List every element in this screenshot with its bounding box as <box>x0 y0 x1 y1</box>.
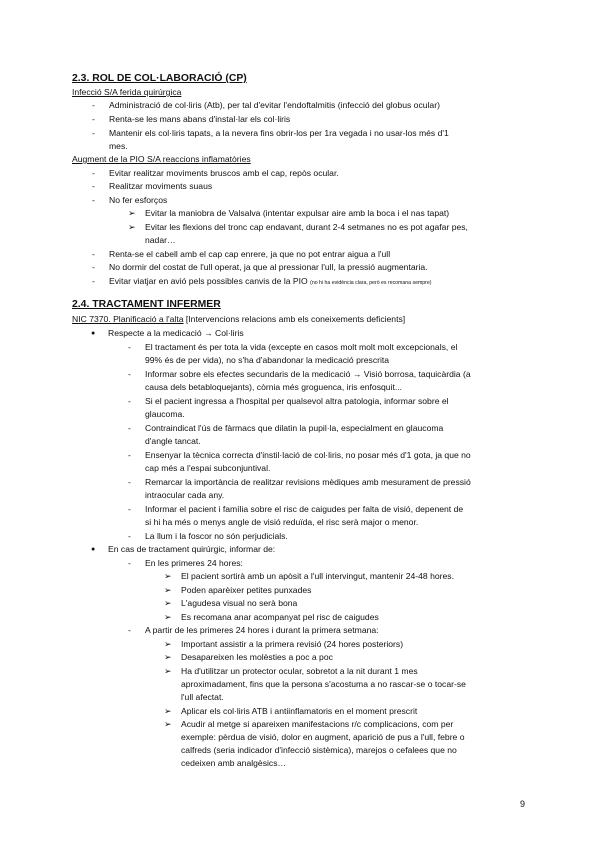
arrow-bullet-icon: ➢ <box>164 652 172 662</box>
section-2-4-title: 2.4. TRACTAMENT INFERMER <box>72 299 221 310</box>
list-item: Contraindicat l'ús de fàrmacs que dilatin la pupil·la, especialment en glaucoma <box>145 423 444 433</box>
arrow-bullet-icon: ➢ <box>164 639 172 649</box>
list-item: El tractament és per tota la vida (excepte en casos molt molt molt excepcionals, el <box>145 342 458 352</box>
arrow-bullet-icon: ➢ <box>164 719 172 729</box>
nic-description: [Intervencions relacions amb els coneixements deficients] <box>183 314 406 324</box>
sub-list-item-continuation: calfreds (seria indicador d'infecció sistèmica), marejos o cefalees que no <box>181 745 457 755</box>
sub-list-item: Important assistir a la primera revisió (24 hores posteriors) <box>181 639 404 649</box>
dash-bullet: - <box>128 423 131 433</box>
dash-bullet: - <box>92 168 95 178</box>
dash-bullet: - <box>128 396 131 406</box>
sub-list-item-continuation: aproximadament, fins que la persona s'acostuma a no rascar-se o tocar-se <box>181 679 466 689</box>
small-note: (no hi ha evidència clara, però es recomana sempre) <box>310 280 432 286</box>
arrow-bullet-icon: ➢ <box>128 208 136 218</box>
list-item: No dormir del costat de l'ull operat, ja que al pressionar l'ull, la pressió augmentaria. <box>109 262 428 272</box>
list-item-text: Evitar viatjar en avió pels possibles canvis de la PIO <box>109 276 308 286</box>
dash-bullet: - <box>92 100 95 110</box>
list-item: Realitzar moviments suaus <box>109 181 213 191</box>
dash-bullet: - <box>128 625 131 635</box>
list-item: A partir de les primeres 24 hores i durant la primera setmana: <box>145 625 379 635</box>
dash-bullet: - <box>128 342 131 352</box>
list-item: Renta-se les mans abans d'instal·lar els col·liris <box>109 114 291 124</box>
dash-bullet: - <box>128 558 131 568</box>
sub-list-item: Poden aparèixer petites punxades <box>181 585 312 595</box>
list-item: Si el pacient ingressa a l'hospital per qualsevol altra patologia, informar sobre el <box>145 396 449 406</box>
arrow-bullet-icon: ➢ <box>164 612 172 622</box>
sub-list-item: El pacient sortirà amb un apòsit a l'ull intervingut, mantenir 24-48 hores. <box>181 571 454 581</box>
dash-bullet: - <box>92 276 95 286</box>
list-item: La llum i la foscor no són perjudicials. <box>145 531 288 541</box>
dash-bullet: - <box>128 450 131 460</box>
subheading-infection: Infecció S/A ferida quirúrgica <box>72 87 182 97</box>
list-item-continuation: glaucoma. <box>145 409 185 419</box>
list-item: Mantenir els col·liris tapats, a la nevera fins obrir-los per 1ra vegada i no usar-los més d'1 <box>109 128 449 138</box>
nic-line <box>72 314 405 325</box>
subheading-pio: Augment de la PIO S/A reaccions inflamatòries <box>72 154 251 164</box>
sub-list-item: Aplicar els col·liris ATB i antiinflamatoris en el moment prescrit <box>181 706 418 716</box>
sub-list-item-continuation: nadar… <box>145 235 176 245</box>
sub-list-item-continuation: exemple: pèrdua de visió, dolor en augment, aparició de pus a l'ull, febre o <box>181 732 465 742</box>
dash-bullet: - <box>128 504 131 514</box>
list-item-continuation: 99% és de per vida), no s'ha d'abandonar la medicació prescrita <box>145 355 390 365</box>
list-item: Informar el pacient i família sobre el risc de caigudes per falta de visió, depenent de <box>145 504 464 514</box>
dash-bullet: - <box>92 195 95 205</box>
dash-bullet: - <box>128 369 131 379</box>
list-item: Evitar realitzar moviments bruscos amb el cap, repòs ocular. <box>109 168 339 178</box>
dash-bullet: - <box>92 114 95 124</box>
sub-list-item: Desapareixen les molèsties a poc a poc <box>181 652 333 662</box>
sub-list-item: L'agudesa visual no serà bona <box>181 598 298 608</box>
dash-bullet: - <box>92 181 95 191</box>
dash-bullet: - <box>128 477 131 487</box>
sub-list-item-continuation: cedeixen amb analgèsics… <box>181 758 287 768</box>
dash-bullet: - <box>92 128 95 138</box>
list-item: Remarcar la importància de realitzar revisions mèdiques amb mesurament de pressió <box>145 477 471 487</box>
list-item: Respecte a la medicació → Col·liris <box>108 328 244 338</box>
list-item-continuation: cap més a l'espai subconjuntival. <box>145 463 271 473</box>
arrow-bullet-icon: ➢ <box>164 598 172 608</box>
round-bullet: ● <box>91 546 96 553</box>
arrow-bullet-icon: ➢ <box>128 222 136 232</box>
arrow-bullet-icon: ➢ <box>164 571 172 581</box>
list-item-continuation: intraocular cada any. <box>145 490 225 500</box>
page-number: 9 <box>520 799 526 809</box>
list-item: Renta-se el cabell amb el cap cap enrere, ja que no pot entrar aigua a l'ull <box>109 249 391 259</box>
sub-list-item-continuation: l'ull afectat. <box>181 692 224 702</box>
sub-list-item: Acudir al metge si apareixen manifestacions r/c complicacions, com per <box>181 719 454 729</box>
list-item-continuation: d'angle tancat. <box>145 436 201 446</box>
round-bullet: ● <box>91 330 96 337</box>
list-item-continuation: causa dels betabloquejants), còrnia més groguenca, iris enfosquit... <box>145 382 403 392</box>
list-item <box>109 276 432 289</box>
arrow-bullet-icon: ➢ <box>164 666 172 676</box>
sub-list-item: Es recomana anar acompanyat pel risc de caigudes <box>181 612 379 622</box>
nic-label: NIC 7370. Planificació a l'alta <box>72 314 184 324</box>
arrow-bullet-icon: ➢ <box>164 585 172 595</box>
dash-bullet: - <box>128 531 131 541</box>
sub-list-item: Evitar les flexions del tronc cap endavant, durant 2-4 setmanes no es pot agafar pes, <box>145 222 468 232</box>
list-item-continuation: mes. <box>109 141 128 151</box>
sub-list-item: Evitar la maniobra de Valsalva (intentar expulsar aire amb la boca i el nas tapat) <box>145 208 450 218</box>
dash-bullet: - <box>92 249 95 259</box>
list-item: Administració de col·liris (Atb), per tal d'evitar l'endoftalmitis (infecció del globus ocular) <box>109 100 440 110</box>
list-item: En les primeres 24 hores: <box>145 558 243 568</box>
list-item: Ensenyar la tècnica correcta d'instil·lació de col·liris, no posar més d'1 gota, ja que no <box>145 450 471 460</box>
list-item: No fer esforços <box>109 195 168 205</box>
dash-bullet: - <box>92 262 95 272</box>
list-item: Informar sobre els efectes secundaris de la medicació → Visió borrosa, taquicàrdia (a <box>145 369 471 379</box>
sub-list-item: Ha d'utilitzar un protector ocular, sobretot a la nit durant 1 mes <box>181 666 418 676</box>
section-2-3-title: 2.3. ROL DE COL·LABORACIÓ (CP) <box>72 73 247 84</box>
list-item: En cas de tractament quirúrgic, informar de: <box>108 544 276 554</box>
list-item-continuation: si hi ha més o menys angle de visió reduïda, el risc serà major o menor. <box>145 517 419 527</box>
arrow-bullet-icon: ➢ <box>164 706 172 716</box>
